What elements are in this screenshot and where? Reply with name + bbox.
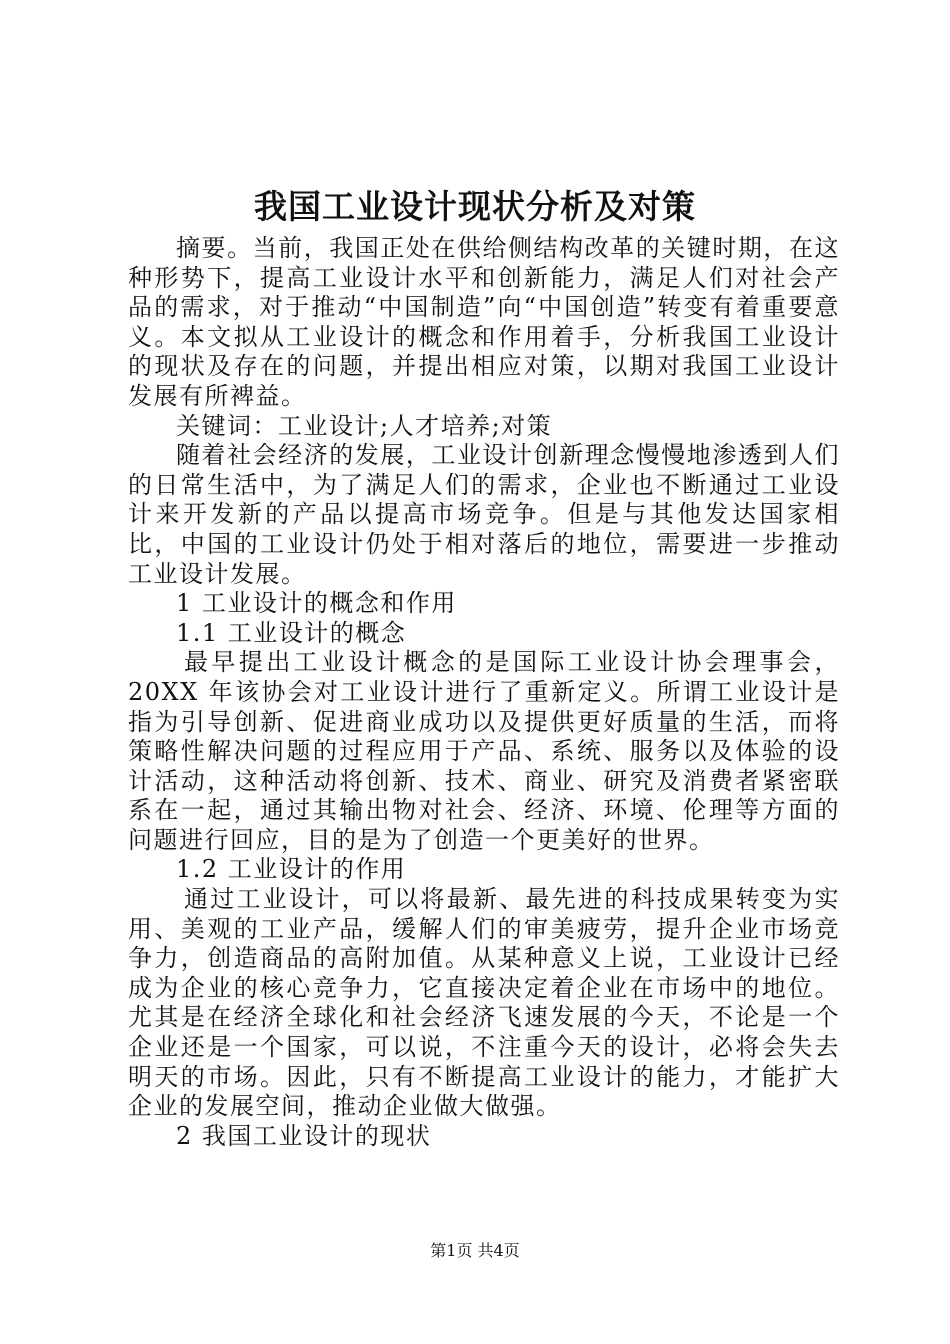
role-paragraph: 通过工业设计，可以将最新、最先进的科技成果转变为实用、美观的工业产品，缓解人们的审美疲劳，提升企业市场竞争力，创造商品的高附加值。从某种意义上说，工业设计已经成为企业的核心竞争力，它直接决定着企业在市场中的地位。尤其是在经济全球化和社会经济飞速发展的今天，不论是一个企业还是一个国家，可以说，不注重今天的设计，必将会失去明天的市场。因此，只有不断提高工业设计的能力，才能扩大企业的发展空间，推动企业做大做强。	[128, 885, 840, 1121]
intro-paragraph: 随着社会经济的发展，工业设计创新理念慢慢地渗透到人们的日常生活中，为了满足人们的需求，企业也不断通过工业设计来开发新的产品以提高市场竞争。但是与其他发达国家相比，中国的工业设计仍处于相对落后的地位，需要进一步推动工业设计发展。	[128, 441, 840, 588]
subsection-heading-1-1: 1.1 工业设计的概念	[176, 618, 407, 647]
section-heading-2: 2 我国工业设计的现状	[176, 1121, 432, 1150]
section-heading-1: 1 工业设计的概念和作用	[176, 589, 457, 618]
page-number-footer: 第1页 共4页	[430, 1241, 520, 1260]
concept-paragraph: 最早提出工业设计概念的是国际工业设计协会理事会，20XX 年该协会对工业设计进行了重新定义。所谓工业设计是指为引导创新、促进商业成功以及提供更好质量的生活，而将策略性解决问题的过程应用于产品、系统、服务以及体验的设计活动，这种活动将创新、技术、商业、研究及消费者紧密联系在一起，通过其输出物对社会、经济、环境、伦理等方面的问题进行回应，目的是为了创造一个更美好的世界。	[128, 648, 840, 854]
subsection-heading-1-2: 1.2 工业设计的作用	[176, 855, 407, 884]
keywords-paragraph: 关键词：工业设计;人才培养;对策	[176, 411, 553, 440]
document-body	[128, 234, 840, 1151]
abstract-paragraph: 摘要。当前，我国正处在供给侧结构改革的关键时期，在这种形势下，提高工业设计水平和创新能力，满足人们对社会产品的需求，对于推动“中国制造”向“中国创造”转变有着重要意义。本文拟从工业设计的概念和作用着手，分析我国工业设计的现状及存在的问题，并提出相应对策，以期对我国工业设计发展有所裨益。	[128, 234, 840, 410]
document-title: 我国工业设计现状分析及对策	[254, 187, 696, 226]
